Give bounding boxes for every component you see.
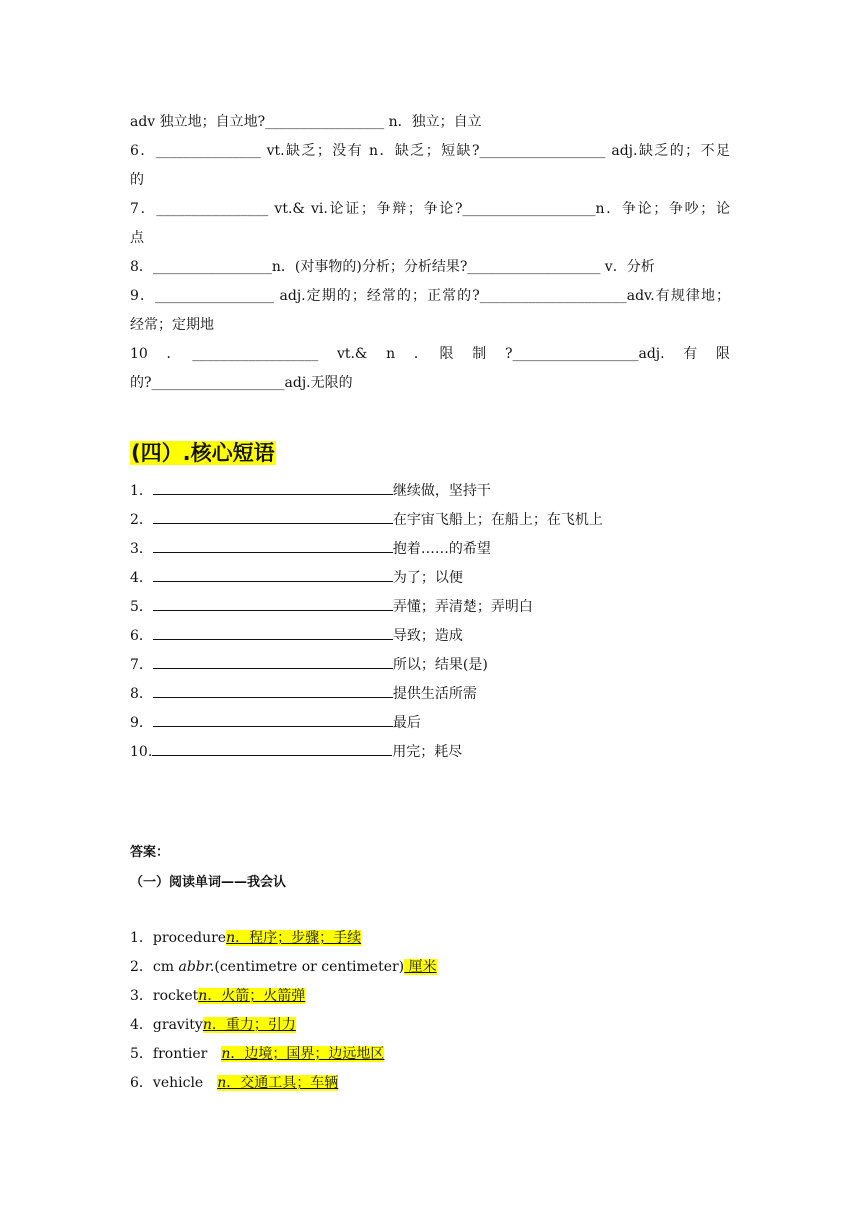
phrase-number: 9． <box>130 715 153 731</box>
phrase-item <box>130 650 730 679</box>
answer-word: procedure <box>152 930 227 946</box>
answer-item <box>130 1040 730 1069</box>
answer-item <box>130 982 730 1011</box>
answer-number: 1． <box>130 930 153 946</box>
phrase-item <box>130 592 730 621</box>
phrase-number: 1． <box>130 483 153 499</box>
phrase-meaning: 所以；结果(是) <box>392 657 488 673</box>
answer-list <box>130 924 730 1098</box>
answer-meaning: n．交通工具；车辆 <box>217 1075 339 1091</box>
answer-blank <box>153 650 393 669</box>
answer-meaning: n．程序；步骤；手续 <box>226 930 362 946</box>
answer-word: cm <box>152 959 175 975</box>
answer-blank <box>153 476 393 495</box>
answer-word: rocket <box>152 988 199 1004</box>
vocab-line: 8．_________________n．(对事物的)分析；分析结果?___________________ v．分析 <box>130 259 655 275</box>
vocab-line: 的?___________________adj.无限的 <box>130 375 353 391</box>
answer-word: gravity <box>152 1017 203 1033</box>
phrase-list <box>130 476 730 766</box>
answer-number: 4． <box>130 1017 153 1033</box>
vocab-line: 9．_________________ adj.定期的；经常的；正常的?_____________________adv.有规律地； <box>130 288 730 304</box>
answer-meaning: n．重力；引力 <box>202 1017 296 1033</box>
answer-word: frontier <box>152 1046 222 1062</box>
answers-subtitle: （一）阅读单词——我会认 <box>130 875 287 890</box>
phrase-meaning: 最后 <box>392 715 421 731</box>
document-page <box>130 108 730 1098</box>
vocab-line: 经常；定期地 <box>130 317 214 333</box>
section-title-text: (四）.核心短语 <box>131 441 275 465</box>
section-title <box>130 438 730 472</box>
phrase-meaning: 导致；造成 <box>392 628 463 644</box>
answer-item <box>130 924 730 953</box>
answer-blank <box>152 737 392 756</box>
vocab-line: 的 <box>130 172 144 188</box>
phrase-meaning: 为了；以便 <box>392 570 463 586</box>
answer-blank <box>153 621 393 640</box>
phrase-meaning: 弄懂；弄清楚；弄明白 <box>392 599 533 615</box>
phrase-meaning: 提供生活所需 <box>392 686 477 702</box>
phrase-item <box>130 563 730 592</box>
phrase-item <box>130 679 730 708</box>
phrase-number: 8． <box>130 686 153 702</box>
answer-meaning: n．边境；国界；边远地区 <box>221 1046 385 1062</box>
phrase-number: 2． <box>130 512 153 528</box>
phrase-number: 4． <box>130 570 153 586</box>
phrase-item <box>130 534 730 563</box>
answer-blank <box>153 534 393 553</box>
answers-title: 答案： <box>130 845 170 860</box>
vocab-line: 点 <box>130 230 144 246</box>
phrase-number: 6． <box>130 628 153 644</box>
answer-fullform: (centimetre or centimeter) <box>214 959 405 975</box>
phrase-meaning: 抱着……的希望 <box>392 541 491 557</box>
answer-number: 2． <box>130 959 153 975</box>
vocab-line: adv 独立地；自立地?_________________ n．独立；自立 <box>130 114 482 130</box>
vocab-line: 7．________________ vt.& vi.论证；争辩；争论?___________________n．争论；争吵；论 <box>130 201 730 217</box>
vocab-list <box>130 108 730 398</box>
phrase-item <box>130 476 730 505</box>
answer-number: 3． <box>130 988 153 1004</box>
phrase-number: 7． <box>130 657 153 673</box>
answer-blank <box>153 563 393 582</box>
answer-number: 5． <box>130 1046 153 1062</box>
phrase-item <box>130 737 730 766</box>
answer-item <box>130 1011 730 1040</box>
phrase-item <box>130 505 730 534</box>
answer-meaning: n．火箭；火箭弹 <box>198 988 306 1004</box>
answer-blank <box>153 505 393 524</box>
answer-abbr: abbr. <box>178 959 215 975</box>
answer-blank <box>153 708 393 727</box>
phrase-item <box>130 708 730 737</box>
answer-blank <box>153 592 393 611</box>
phrase-meaning: 在宇宙飞船上；在船上；在飞机上 <box>392 512 603 528</box>
answer-blank <box>153 679 393 698</box>
answer-meaning: 厘米 <box>404 959 437 975</box>
phrase-number: 3． <box>130 541 153 557</box>
phrase-meaning: 用完；耗尽 <box>392 744 463 760</box>
answer-item <box>130 1069 730 1098</box>
vocab-line: 10 ． __________________ vt.& n ． 限 制 ?__________________adj. 有 限 <box>130 346 730 362</box>
phrase-item <box>130 621 730 650</box>
answer-word: vehicle <box>152 1075 218 1091</box>
phrase-number: 5． <box>130 599 153 615</box>
answer-item <box>130 953 730 982</box>
answer-number: 6． <box>130 1075 153 1091</box>
phrase-meaning: 继续做，坚持干 <box>392 483 491 499</box>
phrase-number: 10. <box>130 744 153 760</box>
vocab-line: 6．_______________ vt.缺乏；没有 n．缺乏；短缺?__________________ adj.缺乏的；不足 <box>130 143 730 159</box>
